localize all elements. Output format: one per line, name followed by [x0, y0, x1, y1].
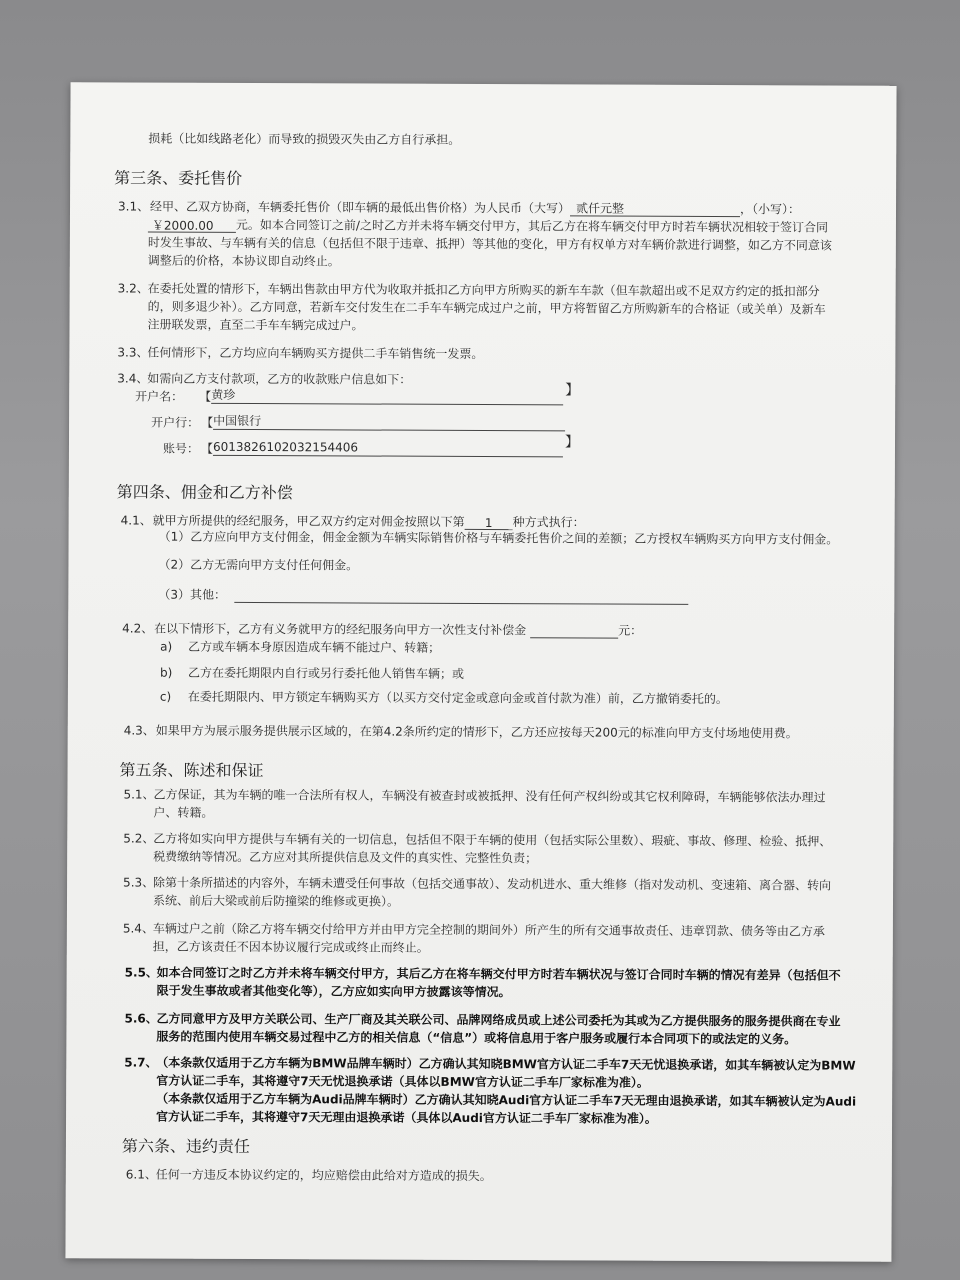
clause-5-5-line-1: 如本合同签订之时乙方并未将车辆交付甲方，其后乙方在将车辆交付甲方时若车辆状况与签订合同时车辆的情况有差异（包括但不	[156, 965, 841, 983]
clause-4-3-number: 4.3、	[123, 723, 155, 738]
clause-3-3-text: 任何情形下，乙方均应向车辆购买方提供二手车销售统一发票。	[147, 345, 484, 362]
account-bank-field: 中国银行	[213, 413, 565, 432]
account-bank-label: 开户行：	[151, 415, 200, 430]
clause-5-5-number: 5.5、	[124, 965, 158, 980]
account-name-field: 黄珍	[211, 387, 563, 406]
clause-3-2-number: 3.2、	[117, 281, 149, 296]
clause-3-1-line-2: ￥2000.00 元。如本合同签订之前/之时乙方并未将车辆交付甲方，其后乙方在将车辆交付甲方时若车辆状况相较于签订合同	[148, 217, 828, 236]
other-option-field	[234, 588, 688, 605]
section-4-title: 第四条、佣金和乙方补偿	[116, 482, 293, 503]
carryover-line: 损耗（比如线路老化）而导致的损毁灭失由乙方自行承担。	[148, 131, 461, 147]
clause-3-4-text: 如需向乙方支付款项，乙方的收款账户信息如下：	[147, 371, 412, 387]
option-choice-field: 1	[465, 515, 513, 530]
clause-3-2-line-3: 注册联发票，直至二手车车辆完成过户。	[147, 317, 364, 333]
clause-4-2-text: 在以下情形下，乙方有义务就甲方的经纪服务向甲方一次性支付补偿金 元：	[154, 621, 643, 638]
clause-5-3-number: 5.3、	[123, 875, 155, 890]
contract-page	[65, 82, 896, 1262]
item-c-label: c)	[159, 689, 172, 704]
item-a-label: a)	[160, 639, 173, 654]
clause-3-1-line-1: 经甲、乙双方协商，车辆委托售价（即车辆的最低出售价格）为人民币（大写） 贰仟元整 ，（小写）：	[149, 199, 801, 217]
clause-3-2-line-1: 在委托处置的情形下，车辆出售款由甲方代为收取并抵扣乙方向甲方所购买的新车车款（但车款超出或不足双方约定的抵扣部分	[147, 281, 820, 299]
bracket-open: 【	[199, 389, 212, 404]
bracket-close: 】	[564, 434, 580, 451]
clause-5-4-number: 5.4、	[122, 921, 155, 936]
section-6-title: 第六条、违约责任	[121, 1136, 250, 1156]
item-b-label: b)	[159, 665, 173, 680]
clause-4-2-number: 4.2、	[122, 621, 154, 636]
account-number-field: 6013826102032154406	[213, 439, 563, 458]
clause-3-3-number: 3.3、	[117, 345, 149, 360]
item-b-text: 乙方在委托期限内自行或另行委托他人销售车辆；或	[187, 665, 465, 681]
clause-5-4-line-2: 担，乙方该责任不因本协议履行完成或终止而终止。	[152, 939, 429, 955]
clause-5-3-line-1: 除第十条所描述的内容外，车辆未遭受任何事故（包括交通事故）、发动机进水、重大维修（指对发动机、变速箱、离合器、转向	[153, 875, 832, 893]
section-5-title: 第五条、陈述和保证	[119, 760, 264, 781]
clause-5-6-number: 5.6、	[124, 1011, 158, 1026]
clause-6-1-text: 任何一方违反本协议约定的，均应赔偿由此给对方造成的损失。	[155, 1167, 492, 1184]
clause-5-6-line-1: 乙方同意甲方及甲方关联公司、生产厂商及其关联公司、品牌网络成员或上述公司委托为其或为乙方提供服务的服务提供商在专业	[156, 1011, 841, 1029]
account-number-label: 账号：	[162, 441, 200, 456]
clause-5-2-line-2: 税费缴纳等情况。乙方应对其所提供信息及文件的真实性、完整性负责；	[153, 849, 538, 866]
item-a-text: 乙方或车辆本身原因造成车辆不能过户、转籍；	[188, 639, 441, 655]
clause-5-7-line-4: 官方认证二手车，其将遵守7天无理由退换承诺（具体以Audi官方认证二手车厂家标准为准）。	[156, 1109, 657, 1126]
bracket-close: 】	[565, 382, 580, 399]
compensation-field	[530, 623, 618, 638]
clause-5-4-line-1: 车辆过户之前（除乙方将车辆交付给甲方并由甲方完全控制的期间外）所产生的所有交通事故责任、违章罚款、债务等由乙方承	[152, 921, 825, 939]
clause-5-7-line-3: （本条款仅适用于乙方车辆为Audi品牌车辆时）乙方确认其知晓Audi官方认证二手车7天无理由退换承诺，如其车辆被认定为Audi	[156, 1091, 857, 1109]
clause-5-1-line-1: 乙方保证，其为车辆的唯一合法所有权人，车辆没有被查封或被抵押、没有任何产权纠纷或其它权利障碍，车辆能够依法办理过	[153, 787, 826, 805]
amount-words-field: 贰仟元整	[570, 201, 740, 217]
item-c-text: 在委托期限内、甲方锁定车辆购买方（以买方交付定金或意向金或首付款为准）前，乙方撤销委托的。	[187, 689, 728, 707]
clause-3-1-number: 3.1、	[117, 199, 150, 214]
clause-5-1-line-2: 户、转籍。	[153, 805, 214, 820]
clause-3-1-line-4: 调整后的价格，本协议即自动终止。	[147, 253, 340, 269]
clause-4-3-text: 如果甲方为展示服务提供展示区域的，在第4.2条所约定的情形下，乙方还应按每天200元的标准向甲方支付场地使用费。	[155, 723, 798, 741]
option-2: （2）乙方无需向甲方支付任何佣金。	[158, 557, 359, 573]
clause-3-4-number: 3.4、	[117, 371, 149, 386]
option-1: （1）乙方应向甲方支付佣金，佣金金额为车辆实际销售价格与车辆委托售价之间的差额；乙方授权车辆购买方向甲方支付佣金。	[158, 529, 839, 547]
clause-5-7-line-2: 官方认证二手车，其将遵守7天无忧退换承诺（具体以BMW官方认证二手车厂家标准为准）。	[156, 1073, 649, 1090]
clause-4-1-number: 4.1、	[120, 513, 152, 528]
clause-6-1-number: 6.1、	[125, 1167, 157, 1182]
clause-5-2-number: 5.2、	[123, 831, 155, 846]
clause-5-5-line-2: 限于发生事故或者其他变化等），乙方应如实向甲方披露该等情况。	[156, 983, 511, 1000]
clause-3-1-line-3: 时发生事故、与车辆有关的信息（包括但不限于违章、抵押）等其他的变化，甲方有权单方对车辆价款进行调整，如乙方不同意该	[147, 235, 832, 253]
clause-5-2-line-1: 乙方将如实向甲方提供与车辆有关的一切信息，包括但不限于车辆的使用（包括实际公里数）、瑕疵、事故、修理、检验、抵押、	[153, 831, 832, 849]
amount-figure-field: ￥2000.00	[148, 218, 236, 233]
clause-5-3-line-2: 系统、前后大梁或前后防撞梁的维修或更换）。	[152, 893, 400, 909]
bracket-open: 【	[201, 415, 214, 430]
clause-5-7-number: 5.7、	[124, 1055, 158, 1070]
clause-5-7-line-1: （本条款仅适用于乙方车辆为BMW品牌车辆时）乙方确认其知晓BMW官方认证二手车7天无忧退换承诺，如其车辆被认定为BMW	[156, 1055, 856, 1073]
clause-4-1-text: 就甲方所提供的经纪服务，甲乙双方约定对佣金按照以下第 1 种方式执行：	[152, 513, 585, 531]
clause-5-6-line-2: 服务的范围内使用车辆交易过程中乙方的相关信息（“信息”）或将信息用于客户服务或履行本合同项下的或法定的义务。	[156, 1029, 797, 1047]
clause-3-2-line-2: 的，则多退少补）。乙方同意，若新车交付发生在二手车车辆完成过户之前，甲方将暂留乙方所购新车的合格证（或关单）及新车	[147, 299, 826, 317]
section-3-title: 第三条、委托售价	[114, 168, 243, 188]
bracket-open: 【	[200, 441, 214, 456]
option-3: （3）其他：	[158, 587, 688, 605]
account-name-label: 开户名：	[135, 389, 184, 404]
clause-5-1-number: 5.1、	[123, 787, 155, 802]
